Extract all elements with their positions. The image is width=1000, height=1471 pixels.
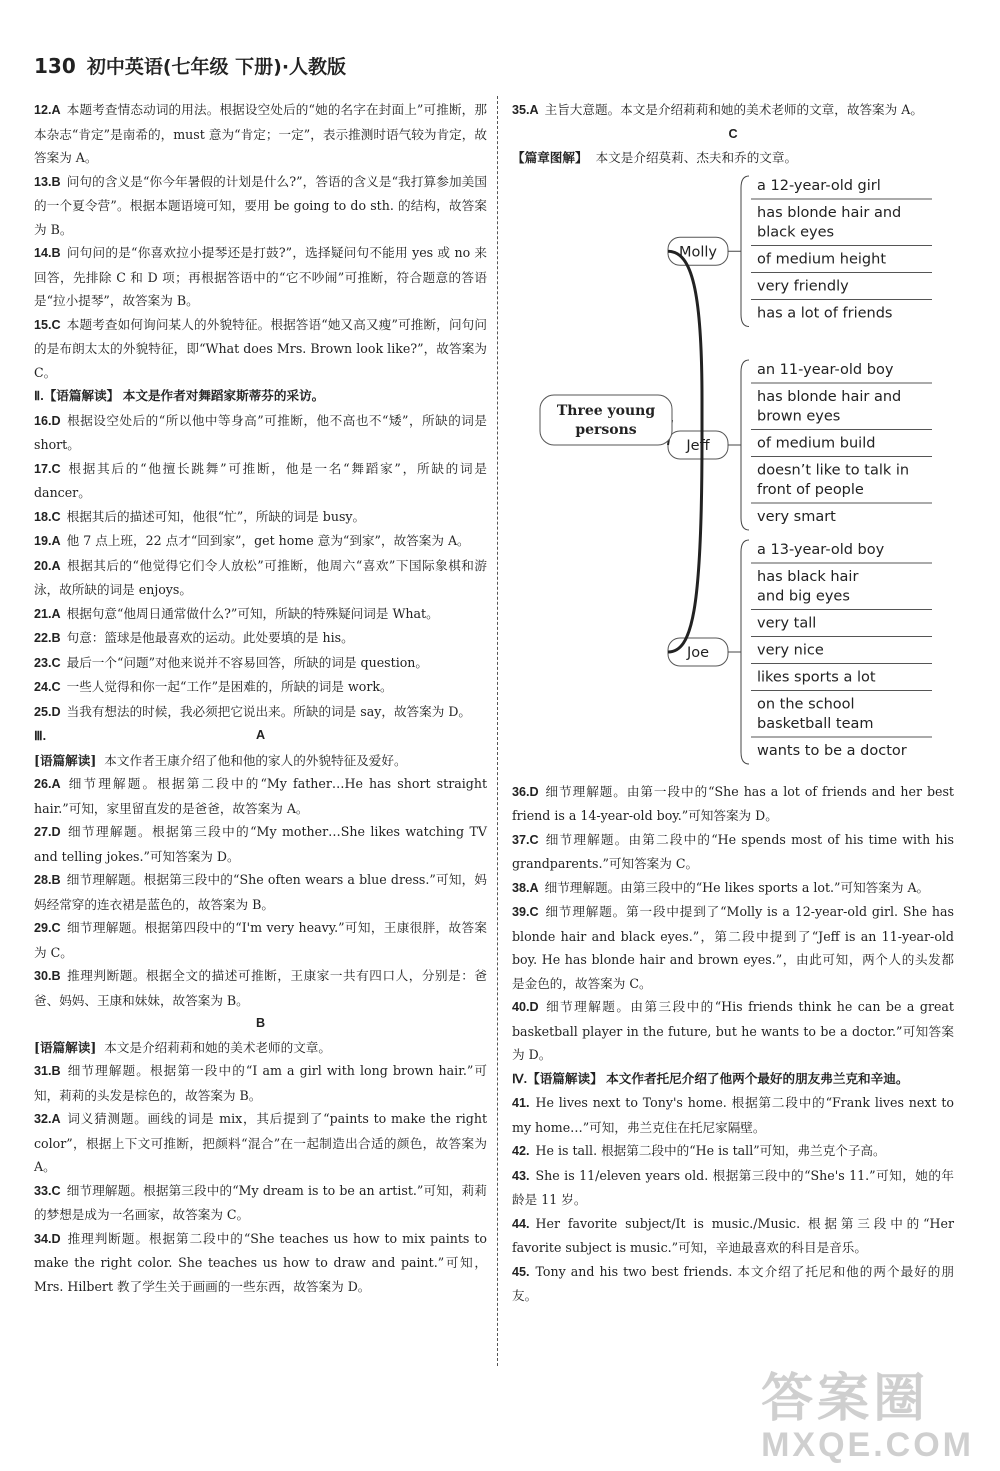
answer-text: 细节理解题。根据第三段中的“My mother…She likes watching TV and telling jokes.”可知答案为 D。 xyxy=(34,824,487,864)
branch-item-text: black eyes xyxy=(757,224,835,240)
answer-number: 23.C xyxy=(34,655,61,670)
answer-number: 31.B xyxy=(34,1064,61,1078)
answer-number: 36.D xyxy=(512,784,539,799)
answer-number: 13.B xyxy=(34,174,61,189)
answer-number: 45. xyxy=(512,1264,530,1279)
answer-text: 词义猜测题。画线的词是 mix，其后提到了“paints to make the right color”，根据上下文可推断，把颜料“混合”在一起制造出合适的颜色，故答案为 A。 xyxy=(34,1111,487,1174)
answer-number: 18.C xyxy=(34,509,61,524)
answer-text: 根据设空处后的“所以他中等身高”可推断，他不高也不“矮”，所缺的词是 short。 xyxy=(34,412,487,452)
page-header xyxy=(34,52,346,82)
answer-item xyxy=(34,700,487,725)
answer-text: 细节理解题。根据第四段中的“I'm very heavy.”可知，王康很胖，故答案为 C。 xyxy=(34,920,487,960)
answer-number: 14.B xyxy=(34,246,61,260)
answer-text: 推理判断题。根据全文的描述可推断，王康家一共有四口人，分别是：爸爸、妈妈、王康和妹妹，故答案为 B。 xyxy=(34,968,487,1008)
answer-number: 12.A xyxy=(34,103,61,117)
answer-number: 25.D xyxy=(34,704,61,719)
section-text: Ⅳ.【语篇解读】 本文作者托尼介绍了他两个最好的朋友弗兰克和辛迪。 xyxy=(512,1071,909,1086)
branch-item-text: very friendly xyxy=(757,278,849,294)
book-title: 初中英语(七年级 下册)·人教版 xyxy=(86,56,347,78)
passage-note-tag: 【篇章图解】 xyxy=(512,150,588,165)
branch-item-text: a 13-year-old boy xyxy=(757,541,885,558)
answer-text: 根据句意“他周日通常做什么?”可知，所缺的特殊疑问词是 What。 xyxy=(66,605,439,621)
answer-item xyxy=(512,1212,954,1260)
answer-item xyxy=(34,916,487,964)
answer-item xyxy=(34,170,487,242)
answer-number: 20.A xyxy=(34,558,61,573)
answer-number: 30.B xyxy=(34,969,61,983)
answer-text: 细节理解题。第一段中提到了“Molly is a 12-year-old girl. She has blonde hair and black eyes.”，第二段中提到了“Jeff is an 11-year-old boy. He has blonde hair and brown eyes.”，由此可知，两个人的头发都是金色的，故答案为 C。 xyxy=(512,904,954,991)
branch-item-text: very nice xyxy=(757,642,824,658)
answer-item xyxy=(512,900,954,995)
answer-number: 16.D xyxy=(34,413,61,428)
answer-number: 17.C xyxy=(34,461,61,476)
answer-number: 19.A xyxy=(34,534,61,548)
answer-text: 主旨大意题。本文是介绍莉莉和她的美术老师的文章，故答案为 A。 xyxy=(544,102,923,117)
answer-item xyxy=(512,1260,954,1308)
answer-item xyxy=(512,1139,954,1164)
answer-number: 39.C xyxy=(512,905,539,919)
answer-item xyxy=(34,626,487,651)
answer-number: 32.A xyxy=(34,1112,61,1126)
answer-text: 当我有想法的时候，我必须把它说出来。所缺的词是 say，故答案为 D。 xyxy=(66,703,472,719)
answer-number: 40.D xyxy=(512,1000,539,1014)
answer-item xyxy=(512,1164,954,1212)
answer-number: 35.A xyxy=(512,103,539,117)
answer-item xyxy=(34,1059,487,1107)
answer-text: 本题考查情态动词的用法。根据设空处后的“她的名字在封面上”可推断，那本杂志“肯定”是南希的，must 意为“肯定；一定”，表示推测时语气较为肯定，故答案为 A。 xyxy=(34,102,487,165)
answer-item xyxy=(34,868,487,916)
watermark-url: MXQE.COM xyxy=(761,1426,974,1464)
answer-text: 细节理解题。由第二段中的“He spends most of his time with his grandparents.”可知答案为 C。 xyxy=(512,831,954,871)
answer-item xyxy=(512,1091,954,1139)
answer-text: 问句问的是“你喜欢拉小提琴还是打鼓?”，选择疑问句不能用 yes 或 no 来回答，先排除 C 和 D 项；再根据答语中的“它不吵闹”可推断，符合题意的答语是“拉小提琴”，故答案为 B。 xyxy=(34,245,487,308)
answer-item xyxy=(34,651,487,676)
answer-text: 细节理解题。根据第一段中的“I am a girl with long brown hair.”可知，莉莉的头发是棕色的，故答案为 B。 xyxy=(34,1063,487,1103)
answer-number: 33.C xyxy=(34,1183,61,1198)
answer-text: 细节理解题。根据第三段中的“My dream is to be an artist.”可知，莉莉的梦想是成为一名画家，故答案为 C。 xyxy=(34,1182,487,1222)
branch-item-text: brown eyes xyxy=(757,408,841,424)
answer-number: 15.C xyxy=(34,317,61,332)
answer-item xyxy=(512,995,954,1067)
branch-item-text: has blonde hair and xyxy=(757,388,902,405)
answer-text: She is 11/eleven years old. 根据第三段中的“She's 11.”可知，她的年龄是 11 岁。 xyxy=(512,1167,954,1207)
branch-item-text: and big eyes xyxy=(757,588,850,604)
answer-text: Her favorite subject/It is music./Music. 根据第三段中的“Her favorite subject is music.”可知，辛迪最喜欢的科目是音乐。 xyxy=(512,1215,954,1255)
subsection-letter: A xyxy=(255,728,266,742)
column-divider xyxy=(497,96,498,1366)
mind-map xyxy=(512,170,954,780)
answer-text: 他 7 点上班，22 点才“回到家”，get home 意为“到家”，故答案为 A。 xyxy=(66,533,470,548)
answer-text: 问句的含义是“你今年暑假的计划是什么?”，答语的含义是“我打算参加美国的一个夏令营”。根据本题语境可知，要用 be going to do sth. 的结构，故答案为 B。 xyxy=(34,173,487,237)
answer-item xyxy=(34,457,487,505)
answer-item xyxy=(34,675,487,700)
answer-text: 根据其后的“他擅长跳舞”可推断，他是一名“舞蹈家”，所缺的词是 dancer。 xyxy=(34,460,487,500)
center-node-label: Three young xyxy=(556,402,656,419)
branch-bracket xyxy=(741,360,749,530)
answer-item xyxy=(34,313,487,385)
answer-text: 推理判断题。根据第二段中的“She teaches us how to mix paints to make the right color. She teaches us how to draw and paint.”可知，Mrs. Hilbert 教了学生关于画画的一些东西，故答案为 D。 xyxy=(34,1230,487,1294)
answer-number: 24.C xyxy=(34,680,61,694)
answer-number: 44. xyxy=(512,1216,530,1231)
answer-item xyxy=(34,1179,487,1227)
answer-number: 22.B xyxy=(34,631,61,645)
branch-item-text: on the school xyxy=(757,696,855,712)
answer-text: 细节理解题。根据第二段中的“My father…He has short straight hair.”可知，家里留直发的是爸爸，故答案为 A。 xyxy=(34,776,487,816)
branch-item-text: has a lot of friends xyxy=(757,305,893,321)
answer-text: 句意：篮球是他最喜欢的运动。此处要填的是 his。 xyxy=(66,630,354,645)
answer-text: Tony and his two best friends. 本文介绍了托尼和他的两个最好的朋友。 xyxy=(512,1263,954,1303)
answer-item xyxy=(34,820,487,868)
answer-text: 细节理解题。由第三段中的“He likes sports a lot.”可知答案为 A。 xyxy=(544,879,930,895)
section-heading xyxy=(512,1067,954,1092)
branch-item-text: a 12-year-old girl xyxy=(757,177,881,194)
answer-number: 42. xyxy=(512,1144,530,1158)
branch-item-text: front of people xyxy=(757,481,864,498)
passage-note xyxy=(34,749,487,773)
answer-item xyxy=(512,876,954,901)
answer-item xyxy=(34,505,487,530)
answer-item xyxy=(512,828,954,876)
answer-item xyxy=(34,98,487,170)
answer-item xyxy=(34,1227,487,1299)
answer-text: He is tall. 根据第二段中的“He is tall”可知，弗兰克个子高。 xyxy=(535,1143,886,1158)
branch-item-text: an 11-year-old boy xyxy=(757,361,894,378)
answer-item xyxy=(34,1107,487,1179)
answer-item xyxy=(34,964,487,1012)
branch-node-label: Molly xyxy=(678,243,718,260)
branch-item-text: likes sports a lot xyxy=(757,669,876,685)
answer-number: 41. xyxy=(512,1096,530,1110)
answer-number: 43. xyxy=(512,1168,530,1183)
answer-text: 根据其后的“他觉得它们令人放松”可推断，他周六“喜欢”下国际象棋和游泳，故所缺的词是 enjoys。 xyxy=(34,557,487,597)
branch-item-text: very tall xyxy=(757,615,817,631)
branch-item-text: of medium height xyxy=(757,251,887,267)
answer-text: 一些人觉得和你一起“工作”是困难的，所缺的词是 work。 xyxy=(66,679,393,694)
answer-text: 细节理解题。由第三段中的“His friends think he can be a great basketball player in the future, but he wants to be a doctor.”可知答案为 D。 xyxy=(512,999,954,1062)
center-node-label: persons xyxy=(575,421,637,438)
answer-item xyxy=(34,602,487,627)
branch-item-text: has black hair xyxy=(757,568,859,585)
answer-item xyxy=(512,98,954,123)
subsection-letter: C xyxy=(728,126,738,141)
branch-node-label: Joe xyxy=(686,644,710,661)
subsection-letter: B xyxy=(255,1016,266,1030)
passage-note-text: 本文是介绍莫莉、杰夫和乔的文章。 xyxy=(595,150,798,165)
left-column xyxy=(34,98,487,1298)
branch-bracket xyxy=(741,176,749,327)
watermark xyxy=(761,1371,974,1463)
section-heading xyxy=(34,384,487,409)
branch-node-label: Jeff xyxy=(686,437,710,454)
section-heading xyxy=(34,724,487,749)
answer-item xyxy=(512,780,954,828)
passage-note xyxy=(34,1036,487,1060)
answer-number: 26.A xyxy=(34,777,61,791)
passage-note-tag: [语篇解读] xyxy=(34,752,97,768)
section-roman: Ⅲ. xyxy=(34,729,47,743)
page-number: 130 xyxy=(34,54,76,78)
answer-number: 29.C xyxy=(34,921,61,935)
watermark-logo: 答案圈 xyxy=(761,1370,930,1428)
answer-text: 根据其后的描述可知，他很“忙”，所缺的词是 busy。 xyxy=(66,508,366,524)
answer-text: 本题考查如何询问某人的外貌特征。根据答语“她又高又瘦”可推断，问句问的是布朗太太的外貌特征，即“What does Mrs. Brown look like?”，故答案为 C。 xyxy=(34,316,487,380)
branch-item-text: has blonde hair and xyxy=(757,204,902,221)
answer-text: 细节理解题。根据第三段中的“She often wears a blue dress.”可知，妈妈经常穿的连衣裙是蓝色的，故答案为 B。 xyxy=(34,872,487,912)
answer-number: 37.C xyxy=(512,832,539,847)
answer-item xyxy=(34,409,487,457)
branch-item-text: of medium build xyxy=(757,435,876,451)
answer-number: 21.A xyxy=(34,606,61,621)
answer-item xyxy=(34,554,487,602)
answer-text: 细节理解题。由第一段中的“She has a lot of friends and her best friend is a 14-year-old boy.”可知答案为 D。 xyxy=(512,783,954,823)
answer-text: He lives next to Tony's home. 根据第二段中的“Frank lives next to my home…”可知，弗兰克住在托尼家隔壁。 xyxy=(512,1095,954,1135)
passage-note-text: 本文是介绍莉莉和她的美术老师的文章。 xyxy=(104,1039,331,1055)
section-text: Ⅱ.【语篇解读】 本文是作者对舞蹈家斯蒂芬的采访。 xyxy=(34,389,325,403)
answer-number: 28.B xyxy=(34,873,61,887)
branch-item-text: wants to be a doctor xyxy=(757,742,907,759)
passage-note xyxy=(512,146,954,170)
answer-item xyxy=(34,529,487,554)
answer-number: 38.A xyxy=(512,880,539,895)
passage-note-text: 本文作者王康介绍了他和他的家人的外貌特征及爱好。 xyxy=(104,752,407,768)
branch-item-text: basketball team xyxy=(757,715,874,732)
answer-number: 27.D xyxy=(34,825,61,839)
branch-item-text: very smart xyxy=(757,508,836,525)
branch-bracket xyxy=(741,540,749,764)
answer-text: 最后一个“问题”对他来说并不容易回答，所缺的词是 question。 xyxy=(66,654,429,670)
right-column xyxy=(512,98,954,1308)
answer-item xyxy=(34,772,487,820)
answer-item xyxy=(34,241,487,313)
branch-item-text: doesn’t like to talk in xyxy=(757,462,910,478)
passage-note-tag: [语篇解读] xyxy=(34,1039,97,1055)
answer-number: 34.D xyxy=(34,1231,61,1246)
